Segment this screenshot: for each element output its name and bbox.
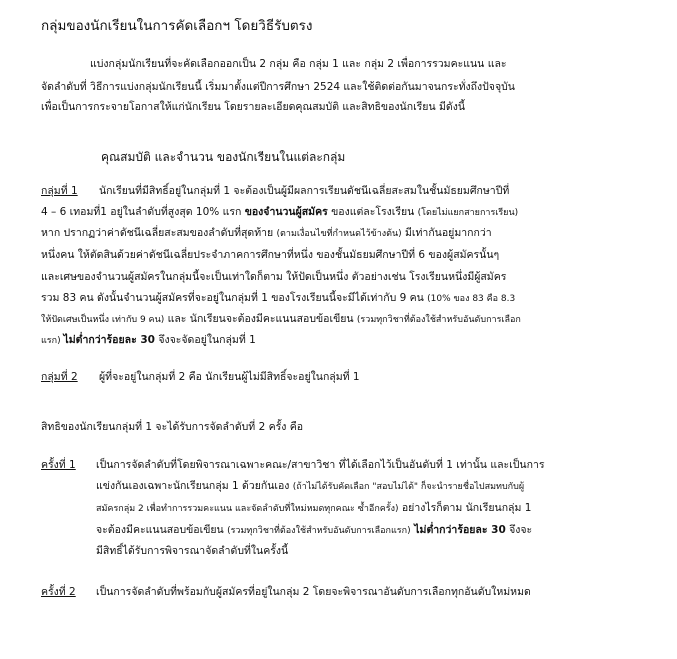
page-title: กลุ่มของนักเรียนในการคัดเลือกฯ โดยวิธีรับตรง — [41, 18, 313, 34]
round2-line: ครั้งที่ 2 เป็นการจัดลำดับที่พร้อมกับผู้สมัครที่อยู่ในกลุ่ม 2 โดยจะพิจารณาอันดับการเลือกทุกอันดับใหม่หมด — [41, 586, 531, 598]
group2-line: กลุ่มที่ 2 ผู้ที่จะอยู่ในกลุ่มที่ 2 คือ นักเรียนผู้ไม่มีสิทธิ์จะอยู่ในกลุ่มที่ 1 — [41, 371, 360, 383]
group1-line-2: 4 – 6 เทอมที่1 อยู่ในลำดับที่สูงสุด 10% แรก ของจำนวนผู้สมัคร ของแต่ละโรงเรียน (โดยไม่แยกสายการเรียน) — [41, 206, 519, 218]
group1-line-7: ให้ปัดเศษเป็นหนึ่ง เท่ากับ 9 คน) และ นักเรียนจะต้องมีคะแนนสอบข้อเขียน (รวมทุกวิชาที่ต้องใช้สำหรับอันดับการเลือก — [41, 313, 521, 325]
round2-label: ครั้งที่ 2 — [41, 586, 76, 598]
bold-min-30: ไม่ต่ำกว่าร้อยละ 30 — [63, 334, 155, 346]
group2-label: กลุ่มที่ 2 — [41, 371, 78, 383]
intro-line-1: แบ่งกลุ่มนักเรียนที่จะคัดเลือกออกเป็น 2 กลุ่ม คือ กลุ่ม 1 และ กลุ่ม 2 เพื่อการรวมคะแนน และ — [90, 58, 507, 70]
bold-min-30-round1: ไม่ต่ำกว่าร้อยละ 30 — [410, 524, 506, 536]
group1-label: กลุ่มที่ 1 — [41, 185, 78, 197]
group1-line-5: และเศษของจำนวนผู้สมัครในกลุ่มนี้จะเป็นเท่าใดก็ตาม ให้ปัดเป็นหนึ่ง ตัวอย่างเช่น โรงเรียนหนึ่งมีผู้สมัคร — [41, 271, 507, 283]
qualifications-heading: คุณสมบัติ และจำนวน ของนักเรียนในแต่ละกลุ่ม — [101, 150, 346, 164]
round1-line-4: จะต้องมีคะแนนสอบข้อเขียน (รวมทุกวิชาที่ต้องใช้สำหรับอันดับการเลือกแรก) ไม่ต่ำกว่าร้อยละ 30 จึงจะ — [96, 524, 533, 536]
group1-line-3: หาก ปรากฏว่าค่าดัชนีเฉลี่ยสะสมของลำดับที่สุดท้าย (ตามเงื่อนไขที่กำหนดไว้ข้างต้น) มีเท่ากันอยู่มากกว่า — [41, 227, 492, 239]
group1-line-6: รวม 83 คน ดังนั้นจำนวนผู้สมัครที่จะอยู่ในกลุ่มที่ 1 ของโรงเรียนนี้จะมีได้เท่ากับ 9 คน (10% ของ 83 คือ 8.3 — [41, 292, 516, 304]
intro-line-2: จัดลำดับที่ วิธีการแบ่งกลุ่มนักเรียนนี้ เริ่มมาตั้งแต่ปีการศึกษา 2524 และใช้ติดต่อกันมาจนกระทั่งถึงปัจจุบัน — [41, 81, 515, 93]
bold-applicants: ของจำนวนผู้สมัคร — [244, 206, 328, 218]
round1-line-5: มีสิทธิ์ได้รับการพิจารณาจัดลำดับที่ในครั้งนี้ — [96, 545, 289, 557]
round1-label: ครั้งที่ 1 — [41, 459, 76, 471]
intro-line-3: เพื่อเป็นการกระจายโอกาสให้แก่นักเรียน โดยรายละเอียดคุณสมบัติ และสิทธิของนักเรียน มีดังนี้ — [41, 101, 466, 113]
group1-line-4: หนึ่งคน ให้ตัดสินด้วยค่าดัชนีเฉลี่ยประจำภาคการศึกษาที่หนึ่ง ของชั้นมัธยมศึกษาปีที่ 6 ของผู้สมัครนั้นๆ — [41, 249, 500, 261]
rights-heading: สิทธิของนักเรียนกลุ่มที่ 1 จะได้รับการจัดลำดับที่ 2 ครั้ง คือ — [41, 421, 304, 433]
group1-line-8: แรก) ไม่ต่ำกว่าร้อยละ 30 จึงจะจัดอยู่ในกลุ่มที่ 1 — [41, 334, 256, 346]
round1-line-1: ครั้งที่ 1 เป็นการจัดลำดับที่โดยพิจารณาเฉพาะคณะ/สาขาวิชา ที่ได้เลือกไว้เป็นอันดับที่ 1 เท่านั้น และเป็นการ — [41, 459, 545, 471]
round1-line-3: สมัครกลุ่ม 2 เพื่อทำการรวมคะแนน และจัดลำดับที่ใหม่หมดทุกคณะ ซ้ำอีกครั้ง) อย่างไรก็ตาม นักเรียนกลุ่ม 1 — [96, 502, 532, 514]
round1-line-2: แข่งกันเองเฉพาะนักเรียนกลุ่ม 1 ด้วยกันเอง (ถ้าไม่ได้รับคัดเลือก "สอบไม่ได้" ก็จะนำรายชื่อไปสมทบกับผู้ — [96, 480, 525, 492]
group1-line-1: กลุ่มที่ 1 นักเรียนที่มีสิทธิ์อยู่ในกลุ่มที่ 1 จะต้องเป็นผู้มีผลการเรียนดัชนีเฉลี่ยสะสมในชั้นมัธยมศึกษาปีที่ — [41, 185, 510, 197]
